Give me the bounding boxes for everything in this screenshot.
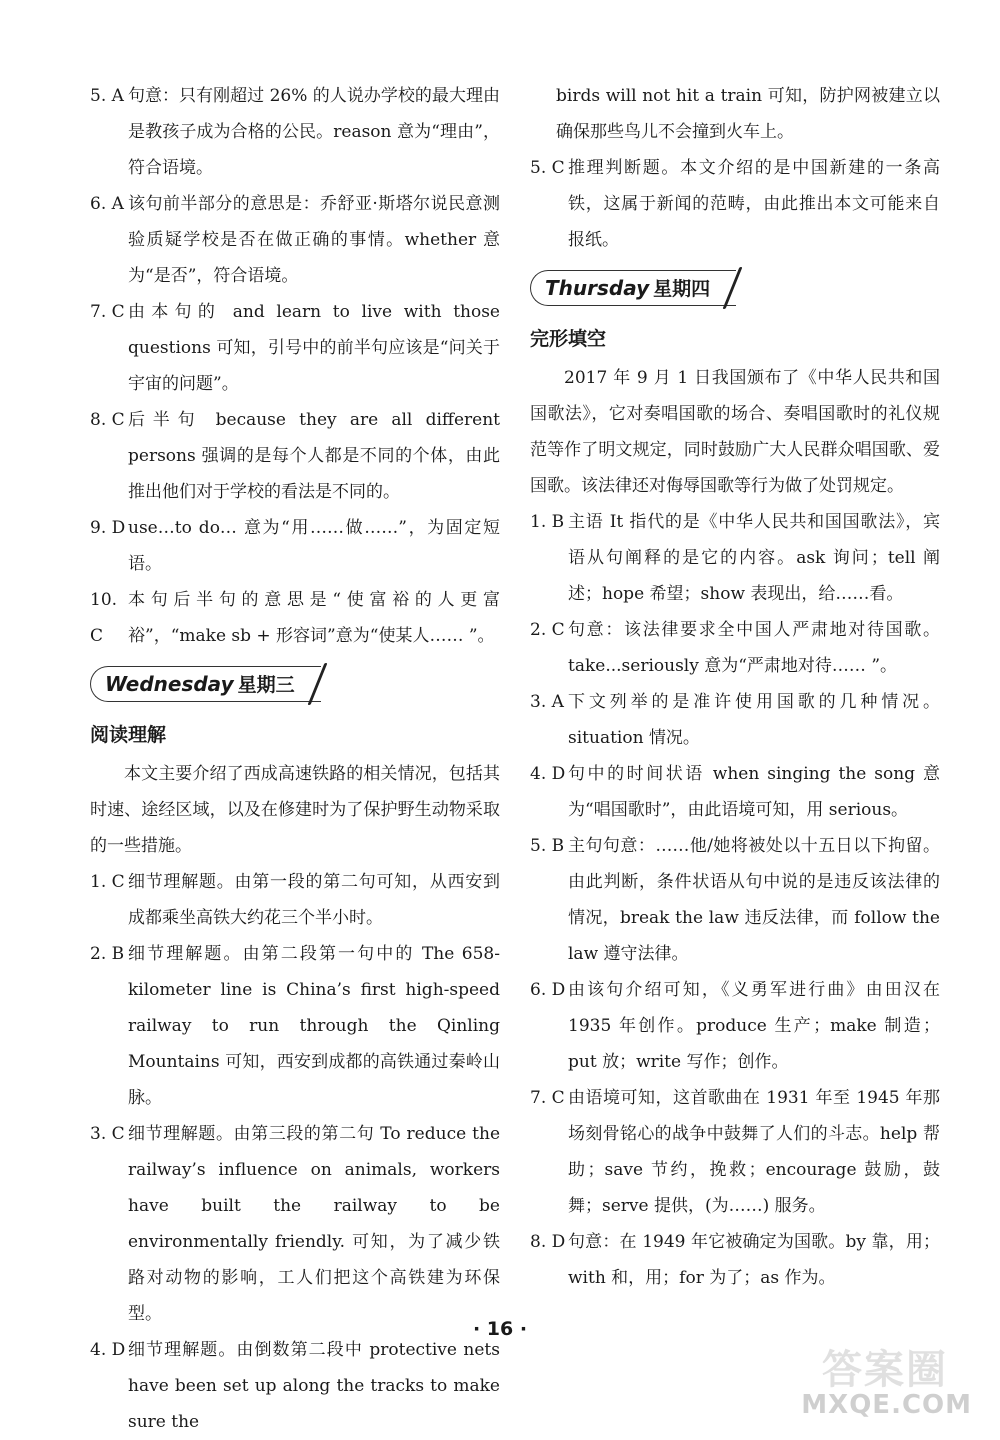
answer-list-right xyxy=(530,504,940,1296)
answer-number: 2. C xyxy=(530,620,565,640)
answer-item xyxy=(530,684,940,756)
answer-explanation: 该句前半部分的意思是：乔舒亚·斯塔尔说民意测验质疑学校是否在做正确的事情。whether 意为“是否”，符合语境。 xyxy=(128,194,500,286)
answer-number: 10. C xyxy=(90,590,118,646)
answer-item xyxy=(90,1332,500,1440)
answer-number: 2. B xyxy=(90,944,125,964)
watermark-text-bottom: MXQE.COM xyxy=(801,1390,972,1420)
answer-number: 8. D xyxy=(530,1232,566,1252)
answer-number: 3. A xyxy=(530,692,564,712)
day-name-chinese: 星期四 xyxy=(653,278,711,300)
answer-explanation: 由本句的 and learn to live with those questions 可知，引号中的前半句应该是“问关于宇宙的问题”。 xyxy=(128,302,500,394)
answer-explanation: 本句后半句的意思是“使富裕的人更富裕”，“make sb + 形容词”意为“使某人…… ”。 xyxy=(128,590,500,646)
answer-list-top-left xyxy=(90,78,500,654)
answer-explanation: 由该句介绍可知，《义勇军进行曲》由田汉在 1935 年创作。produce 生产；make 制造；put 放；write 写作；创作。 xyxy=(568,980,940,1072)
answer-explanation: 下文列举的是准许使用国歌的几种情况。situation 情况。 xyxy=(568,692,940,748)
answer-explanation: 句意：在 1949 年它被确定为国歌。by 靠，用；with 和，用；for 为了；as 作为。 xyxy=(568,1232,940,1288)
answer-number: 5. C xyxy=(530,158,565,178)
answer-explanation: 推理判断题。本文介绍的是中国新建的一条高铁，这属于新闻的范畴，由此推出本文可能来自报纸。 xyxy=(568,158,940,250)
day-name-chinese: 星期三 xyxy=(237,674,295,696)
answer-item xyxy=(90,294,500,402)
section-intro: 2017 年 9 月 1 日我国颁布了《中华人民共和国国歌法》，它对奏唱国歌的场合、奏唱国歌时的礼仪规范等作了明文规定，同时鼓励广大人民群众唱国歌、爱国歌。该法律还对侮辱国歌等行为做了处罚规定。 xyxy=(530,368,940,496)
answer-item xyxy=(530,972,940,1080)
answer-explanation: 主语 It 指代的是《中华人民共和国国歌法》，宾语从句阐释的是它的内容。ask 询问；tell 阐述；hope 希望；show 表现出，给……看。 xyxy=(568,512,940,604)
answer-list-bottom-left xyxy=(90,864,500,1440)
answer-number: 6. A xyxy=(90,194,124,214)
answer-explanation: 细节理解题。由第三段的第二句 To reduce the railway’s influence on animals, workers have built the railway to be environmentally friendly. 可知，为了减少铁路对动物的影响，工人们把这个高铁建为环保型。 xyxy=(128,1124,500,1324)
section-title-reading: 阅读理解 xyxy=(90,724,167,746)
answer-item xyxy=(530,756,940,828)
answer-explanation: 由语境可知，这首歌曲在 1931 年至 1945 年那场刻骨铭心的战争中鼓舞了人们的斗志。help 帮助；save 节约，挽救；encourage 鼓励，鼓舞；serve 提供，(为……) 服务。 xyxy=(568,1088,940,1216)
answer-number: 4. D xyxy=(90,1340,126,1360)
answer-number: 6. D xyxy=(530,980,566,1000)
answer-item xyxy=(90,1116,500,1332)
answer-explanation: use…to do… 意为“用……做……”，为固定短语。 xyxy=(128,518,500,574)
day-banner-thursday xyxy=(530,270,736,306)
watermark-logo xyxy=(782,1338,972,1428)
answer-number: 3. C xyxy=(90,1124,125,1144)
answer-explanation: 后半句 because they are all different persons 强调的是每个人都是不同的个体，由此推出他们对于学校的看法是不同的。 xyxy=(128,410,500,502)
answer-item xyxy=(530,150,940,258)
answer-number: 7. C xyxy=(530,1088,565,1108)
answer-number: 7. C xyxy=(90,302,125,322)
answer-explanation: 细节理解题。由第二段第一句中的 The 658-kilometer line is China’s first high-speed railway to run through the Qinling Mountains 可知，西安到成都的高铁通过秦岭山脉。 xyxy=(128,944,500,1108)
page-number: · 16 · xyxy=(472,1318,528,1340)
section-title-cloze: 完形填空 xyxy=(530,328,607,350)
answer-explanation: 句意：该法律要求全中国人严肃地对待国歌。take...seriously 意为“严肃地对待…… ”。 xyxy=(568,620,940,676)
answer-number: 5. A xyxy=(90,86,124,106)
answer-item xyxy=(90,402,500,510)
answer-item xyxy=(530,1080,940,1224)
answer-number: 5. B xyxy=(530,836,565,856)
answer-item xyxy=(90,582,500,654)
watermark-text-top: 答案圈 xyxy=(822,1347,948,1393)
answer-number: 4. D xyxy=(530,764,566,784)
answer-item xyxy=(530,828,940,972)
answer-continuation: birds will not hit a train 可知，防护网被建立以确保那些鸟儿不会撞到火车上。 xyxy=(556,86,940,142)
day-banner-wednesday xyxy=(90,666,321,702)
answer-number: 9. D xyxy=(90,518,126,538)
answer-item xyxy=(90,510,500,582)
answer-item xyxy=(530,504,940,612)
answer-item xyxy=(530,1224,940,1296)
answer-explanation: 细节理解题。由第一段的第二句可知，从西安到成都乘坐高铁大约花三个半小时。 xyxy=(128,872,500,928)
answer-item xyxy=(530,612,940,684)
right-column xyxy=(530,78,940,1296)
answer-item xyxy=(90,936,500,1116)
day-name-english: Thursday xyxy=(545,276,650,300)
answer-explanation: 句中的时间状语 when singing the song 意为“唱国歌时”，由此语境可知，用 serious。 xyxy=(568,764,940,820)
answer-explanation: 主句句意：……他/她将被处以十五日以下拘留。由此判断，条件状语从句中说的是违反该法律的情况，break the law 违反法律，而 follow the law 遵守法律。 xyxy=(568,836,940,964)
answer-item xyxy=(90,864,500,936)
answer-explanation: 细节理解题。由倒数第二段中 protective nets have been set up along the tracks to make sure the xyxy=(128,1340,500,1432)
answer-item xyxy=(90,186,500,294)
answer-item xyxy=(90,78,500,186)
answer-number: 1. B xyxy=(530,512,565,532)
day-name-english: Wednesday xyxy=(105,672,234,696)
answer-number: 1. C xyxy=(90,872,125,892)
section-intro: 本文主要介绍了西成高速铁路的相关情况，包括其时速、途经区域，以及在修建时为了保护野生动物采取的一些措施。 xyxy=(90,764,500,856)
answer-number: 8. C xyxy=(90,410,125,430)
answer-explanation: 句意：只有刚超过 26% 的人说办学校的最大理由是教孩子成为合格的公民。reason 意为“理由”，符合语境。 xyxy=(128,86,500,178)
left-column xyxy=(90,78,500,1440)
